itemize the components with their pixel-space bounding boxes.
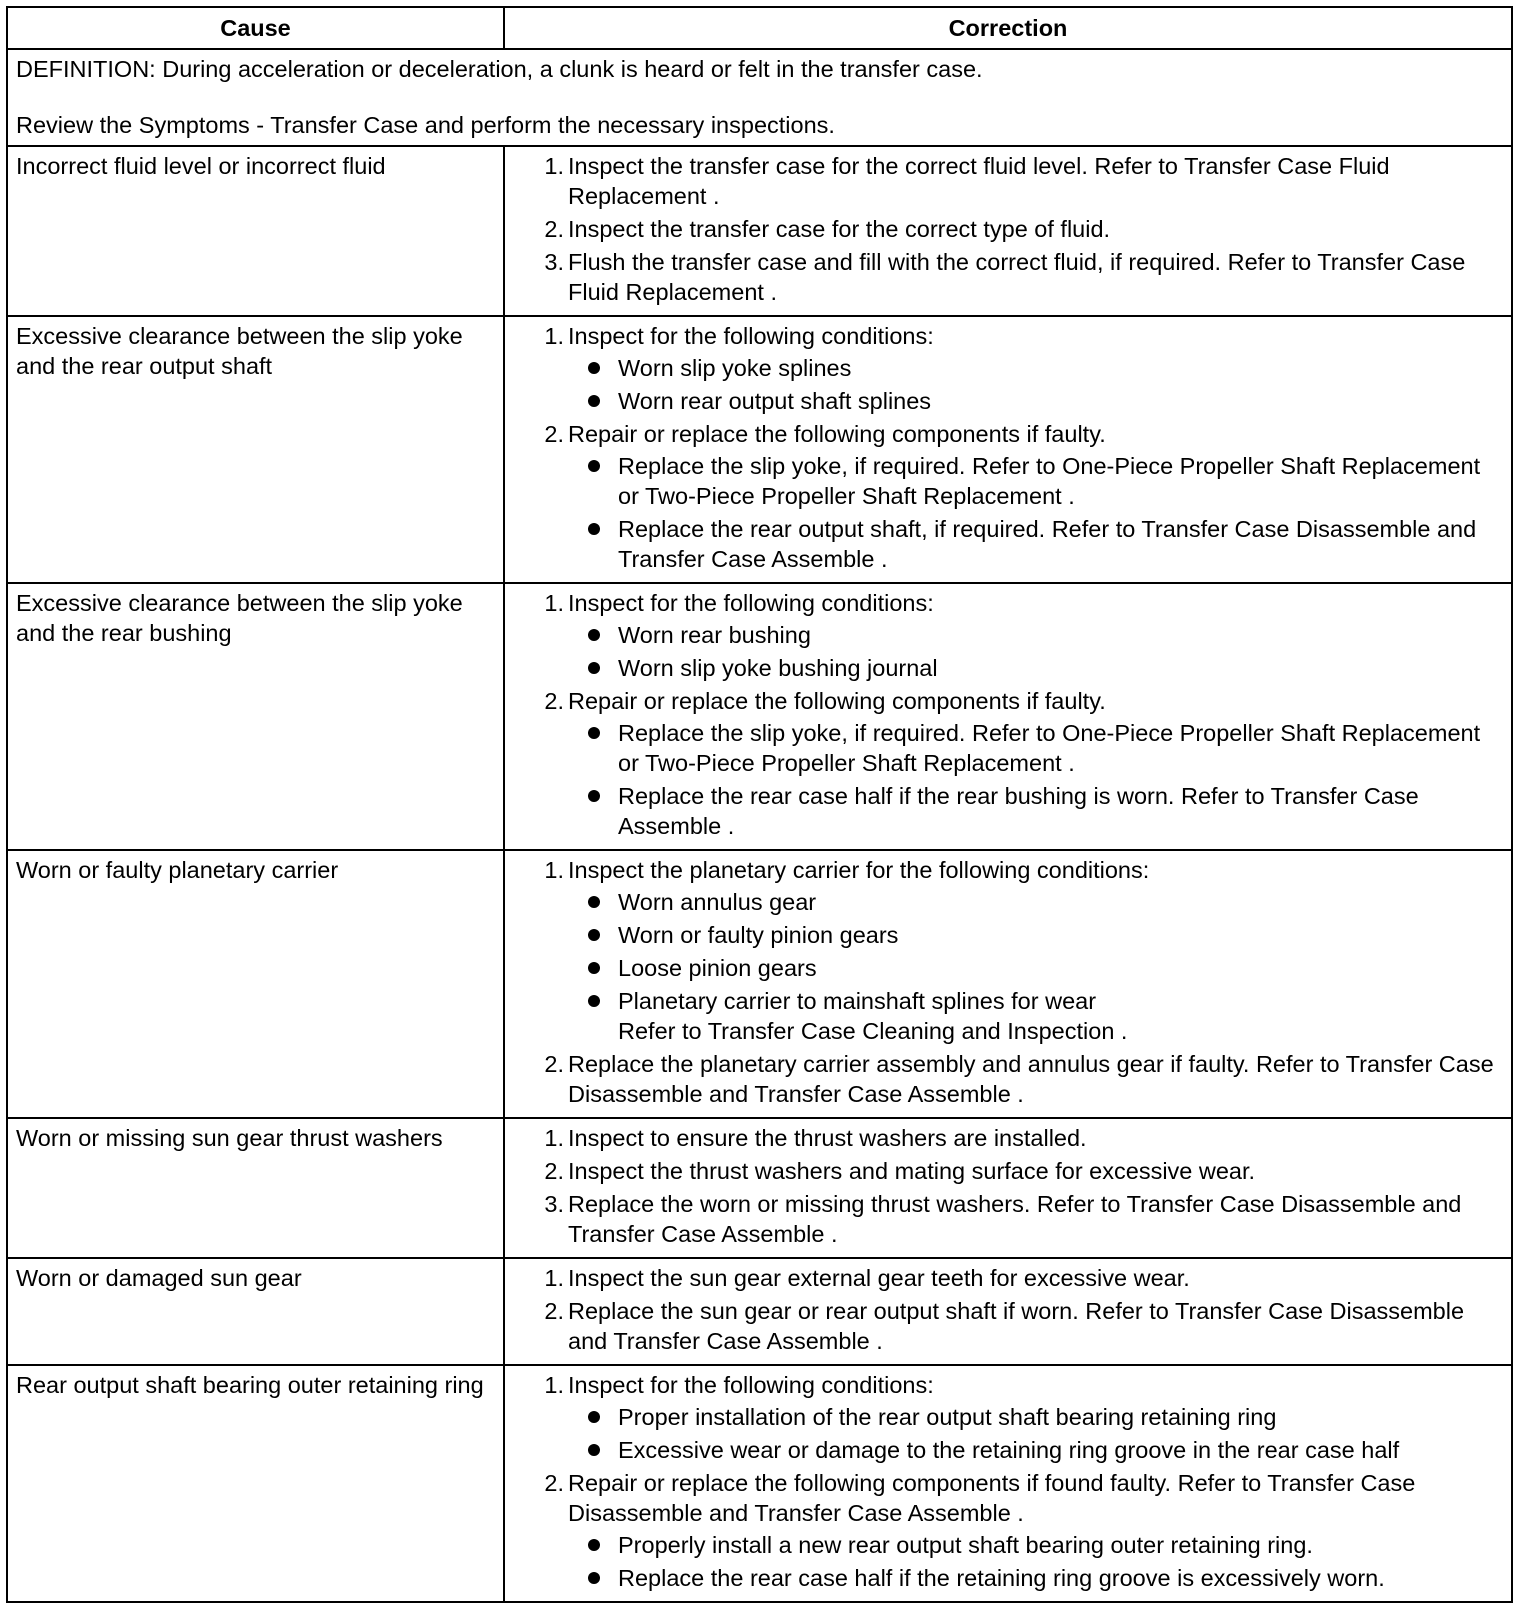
bullet-item — [588, 1530, 1503, 1560]
bullet-icon — [588, 1539, 600, 1551]
bullet-text: Planetary carrier to mainshaft splines for wear — [618, 988, 1097, 1014]
bullet-text: Proper installation of the rear output shaft bearing retaining ring — [618, 1404, 1277, 1430]
bullet-text: Replace the rear output shaft, if required. Refer to Transfer Case Disassemble and Transfer Case Assemble . — [618, 516, 1477, 572]
cause-cell: Incorrect fluid level or incorrect fluid — [7, 146, 504, 316]
cause-cell: Excessive clearance between the slip yoke and the rear output shaft — [7, 316, 504, 583]
bullet-item — [588, 620, 1503, 650]
step-list — [513, 1123, 1503, 1249]
bullet-icon — [588, 1411, 600, 1423]
correction-cell — [504, 583, 1512, 850]
bullet-icon — [588, 896, 600, 908]
bullet-text: Worn slip yoke splines — [618, 355, 852, 381]
step-text: Replace the sun gear or rear output shaft if worn. Refer to Transfer Case Disassemble and Transfer Case Assemble . — [568, 1298, 1465, 1354]
bullet-item — [588, 781, 1503, 841]
bullet-icon — [588, 962, 600, 974]
cause-cell: Worn or missing sun gear thrust washers — [7, 1118, 504, 1258]
bullet-continuation: Refer to Transfer Case Cleaning and Inspection . — [618, 1018, 1128, 1044]
step-text: Inspect the thrust washers and mating surface for excessive wear. — [568, 1158, 1256, 1184]
step-item — [539, 214, 1503, 244]
bullet-text: Worn rear bushing — [618, 622, 811, 648]
step-text: Inspect the transfer case for the correct fluid level. Refer to Transfer Case Fluid Replacement . — [568, 153, 1390, 209]
step-text: Inspect the sun gear external gear teeth for excessive wear. — [568, 1265, 1190, 1291]
bullet-icon — [588, 995, 600, 1007]
step-text: Inspect to ensure the thrust washers are installed. — [568, 1125, 1087, 1151]
step-number: 2. — [544, 688, 564, 714]
cause-header: Cause — [7, 7, 504, 49]
step-item — [539, 1468, 1503, 1593]
step-text: Repair or replace the following components if faulty. — [568, 688, 1106, 714]
step-number: 2. — [544, 1051, 564, 1077]
step-item — [539, 151, 1503, 211]
bullet-item — [588, 353, 1503, 383]
bullet-item — [588, 451, 1503, 511]
step-item — [539, 1156, 1503, 1186]
bullet-icon — [588, 1572, 600, 1584]
step-text: Repair or replace the following components if faulty. — [568, 421, 1106, 447]
bullet-text: Excessive wear or damage to the retaining ring groove in the rear case half — [618, 1437, 1400, 1463]
step-number: 2. — [544, 1470, 564, 1496]
definition-row — [7, 49, 1512, 146]
review-text: Review the Symptoms - Transfer Case and perform the necessary inspections. — [16, 112, 835, 138]
bullet-item — [588, 920, 1503, 950]
correction-cell — [504, 316, 1512, 583]
step-number: 3. — [544, 1191, 564, 1217]
step-list — [513, 588, 1503, 841]
step-text: Replace the worn or missing thrust washers. Refer to Transfer Case Disassemble and Transfer Case Assemble . — [568, 1191, 1462, 1247]
bullet-text: Replace the rear case half if the rear bushing is worn. Refer to Transfer Case Assemble . — [618, 783, 1419, 839]
bullet-icon — [588, 929, 600, 941]
step-list — [513, 321, 1503, 574]
bullet-text: Replace the slip yoke, if required. Refer to One-Piece Propeller Shaft Replacement or Two-Piece Propeller Shaft Replacement . — [618, 720, 1481, 776]
bullet-item — [588, 653, 1503, 683]
bullet-text: Properly install a new rear output shaft bearing outer retaining ring. — [618, 1532, 1313, 1558]
cause-cell: Worn or damaged sun gear — [7, 1258, 504, 1365]
bullet-text: Worn slip yoke bushing journal — [618, 655, 938, 681]
bullet-icon — [588, 790, 600, 802]
step-list — [513, 1370, 1503, 1593]
step-item — [539, 1049, 1503, 1109]
table-row — [7, 316, 1512, 583]
step-item — [539, 1123, 1503, 1153]
bullet-text: Worn or faulty pinion gears — [618, 922, 899, 948]
bullet-icon — [588, 362, 600, 374]
bullet-icon — [588, 395, 600, 407]
bullet-text: Replace the rear case half if the retaining ring groove is excessively worn. — [618, 1565, 1385, 1591]
correction-header: Correction — [504, 7, 1512, 49]
step-number: 2. — [544, 1298, 564, 1324]
definition-text: DEFINITION: During acceleration or deceleration, a clunk is heard or felt in the transfer case. — [16, 56, 983, 82]
bullet-item — [588, 953, 1503, 983]
bullet-list — [568, 353, 1503, 416]
step-list — [513, 1263, 1503, 1356]
step-text: Inspect for the following conditions: — [568, 590, 934, 616]
step-number: 1. — [544, 590, 564, 616]
bullet-list — [568, 1402, 1503, 1465]
step-item — [539, 1370, 1503, 1465]
step-number: 1. — [544, 323, 564, 349]
table-row — [7, 850, 1512, 1118]
correction-cell — [504, 1118, 1512, 1258]
step-number: 1. — [544, 857, 564, 883]
bullet-item — [588, 386, 1503, 416]
bullet-list — [568, 718, 1503, 841]
step-item — [539, 1189, 1503, 1249]
step-number: 3. — [544, 249, 564, 275]
bullet-list — [568, 451, 1503, 574]
table-row — [7, 1365, 1512, 1602]
step-text: Repair or replace the following components if found faulty. Refer to Transfer Case Disassemble and Transfer Case Assemble . — [568, 1470, 1416, 1526]
bullet-icon — [588, 523, 600, 535]
bullet-item — [588, 1435, 1503, 1465]
bullet-item — [588, 1402, 1503, 1432]
bullet-item — [588, 986, 1503, 1046]
bullet-list — [568, 1530, 1503, 1593]
cause-cell: Rear output shaft bearing outer retaining ring — [7, 1365, 504, 1602]
step-text: Replace the planetary carrier assembly and annulus gear if faulty. Refer to Transfer Case Disassemble and Transfer Case Assemble . — [568, 1051, 1494, 1107]
bullet-item — [588, 514, 1503, 574]
correction-cell — [504, 1258, 1512, 1365]
step-text: Inspect the transfer case for the correct type of fluid. — [568, 216, 1111, 242]
table-row — [7, 1118, 1512, 1258]
step-item — [539, 855, 1503, 1046]
step-item — [539, 686, 1503, 841]
step-number: 1. — [544, 153, 564, 179]
table-row — [7, 583, 1512, 850]
step-number: 2. — [544, 1158, 564, 1184]
bullet-text: Worn rear output shaft splines — [618, 388, 932, 414]
bullet-icon — [588, 460, 600, 472]
step-list — [513, 855, 1503, 1109]
step-number: 1. — [544, 1125, 564, 1151]
bullet-text: Loose pinion gears — [618, 955, 817, 981]
step-item — [539, 247, 1503, 307]
correction-cell — [504, 1365, 1512, 1602]
step-text: Flush the transfer case and fill with the correct fluid, if required. Refer to Transfer Case Fluid Replacement . — [568, 249, 1466, 305]
bullet-icon — [588, 662, 600, 674]
step-list — [513, 151, 1503, 307]
diagnostic-table — [6, 6, 1513, 1603]
bullet-text: Worn annulus gear — [618, 889, 817, 915]
step-item — [539, 321, 1503, 416]
step-item — [539, 1263, 1503, 1293]
step-number: 1. — [544, 1372, 564, 1398]
definition-cell — [7, 49, 1512, 146]
header-row — [7, 7, 1512, 49]
bullet-item — [588, 718, 1503, 778]
bullet-icon — [588, 629, 600, 641]
correction-cell — [504, 146, 1512, 316]
step-text: Inspect for the following conditions: — [568, 323, 934, 349]
cause-cell: Excessive clearance between the slip yoke and the rear bushing — [7, 583, 504, 850]
step-number: 2. — [544, 421, 564, 447]
bullet-item — [588, 887, 1503, 917]
bullet-list — [568, 620, 1503, 683]
step-number: 1. — [544, 1265, 564, 1291]
step-text: Inspect for the following conditions: — [568, 1372, 934, 1398]
bullet-icon — [588, 727, 600, 739]
table-row — [7, 1258, 1512, 1365]
cause-cell: Worn or faulty planetary carrier — [7, 850, 504, 1118]
bullet-list — [568, 887, 1503, 1046]
bullet-text: Replace the slip yoke, if required. Refer to One-Piece Propeller Shaft Replacement or Two-Piece Propeller Shaft Replacement . — [618, 453, 1481, 509]
step-item — [539, 1296, 1503, 1356]
step-item — [539, 419, 1503, 574]
table-row — [7, 146, 1512, 316]
bullet-icon — [588, 1444, 600, 1456]
correction-cell — [504, 850, 1512, 1118]
step-text: Inspect the planetary carrier for the following conditions: — [568, 857, 1150, 883]
step-number: 2. — [544, 216, 564, 242]
bullet-item — [588, 1563, 1503, 1593]
step-item — [539, 588, 1503, 683]
